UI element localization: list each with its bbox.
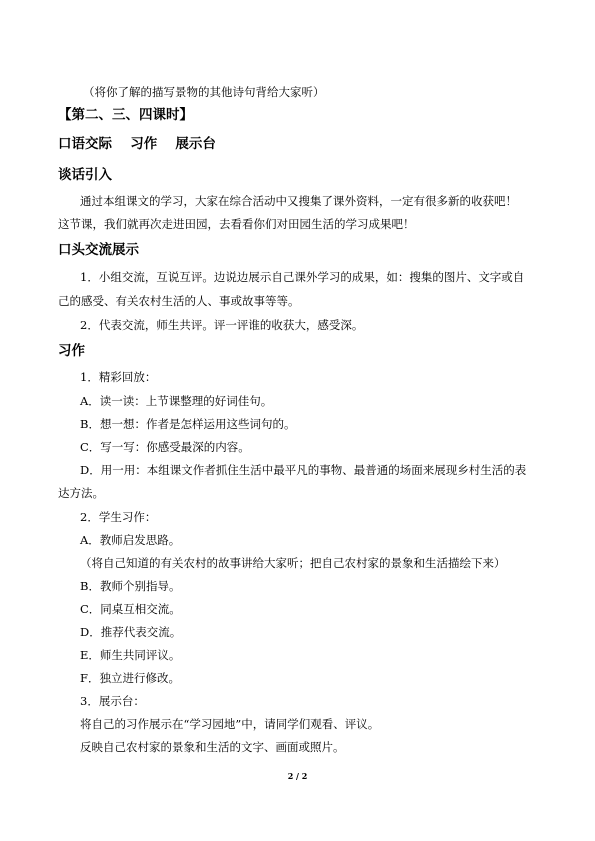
oral-item1-line2: 己的感受、有关农村生活的人、事或故事等等。	[58, 294, 300, 308]
writing-step1-d-line2: 达方法。	[58, 486, 104, 500]
writing-step2: 2．学生习作：	[80, 510, 157, 524]
writing-step2-a-note: （将自己知道的有关农村的故事讲给大家听；把自己农村家的景象和生活描绘下来）	[80, 556, 506, 570]
writing-step1: 1．精彩回放：	[80, 370, 157, 384]
oral-item2: 2．代表交流，师生共评。评一评谁的收获大，感受深。	[80, 318, 364, 332]
writing-step3-line2: 反映自己农村家的景象和生活的文字、画面或照片。	[80, 740, 345, 754]
writing-step3-line1: 将自己的习作展示在“学习园地”中，请同学们观看、评议。	[80, 717, 380, 731]
writing-step3: 3．展示台：	[80, 694, 145, 708]
oral-heading: 口头交流展示	[58, 242, 139, 258]
writing-step1-b: B．想一想：作者是怎样运用这些词句的。	[80, 417, 296, 431]
page-number: 2 / 2	[287, 771, 308, 781]
oral-item1-line1: 1．小组交流，互说互评。边说边展示自己课外学习的成果，如：搜集的图片、文字或自	[80, 270, 525, 284]
writing-step2-e: E．师生共同评议。	[80, 648, 181, 662]
talk-intro-paragraph-line1: 通过本组课文的学习，大家在综合活动中又搜集了课外资料，一定有很多新的收获吧！	[80, 194, 517, 208]
writing-step1-a: A．读一读：上节课整理的好词佳句。	[80, 394, 273, 408]
writing-step2-a: A．教师启发思路。	[80, 533, 181, 547]
talk-intro-paragraph-line2: 这节课，我们就再次走进田园，去看看你们对田园生活的学习成果吧！	[58, 217, 415, 231]
writing-step2-b: B．教师个别指导。	[80, 579, 181, 593]
writing-step2-c: C．同桌互相交流。	[80, 602, 181, 616]
section-title: 口语交际 习作 展示台	[58, 136, 216, 152]
lesson-title: 【第二、三、四课时】	[58, 107, 193, 123]
writing-step2-f: F．独立进行修改。	[80, 671, 180, 685]
writing-heading: 习作	[58, 343, 85, 359]
writing-step2-d: D．推荐代表交流。	[80, 625, 182, 639]
writing-step1-d-line1: D．用一用：本组课文作者抓住生活中最平凡的事物、最普通的场面来展现乡村生活的表	[80, 463, 527, 477]
intro-note: （将你了解的描写景物的其他诗句背给大家听）	[83, 85, 325, 99]
talk-intro-heading: 谈话引入	[58, 167, 112, 183]
writing-step1-c: C．写一写：你感受最深的内容。	[80, 440, 250, 454]
